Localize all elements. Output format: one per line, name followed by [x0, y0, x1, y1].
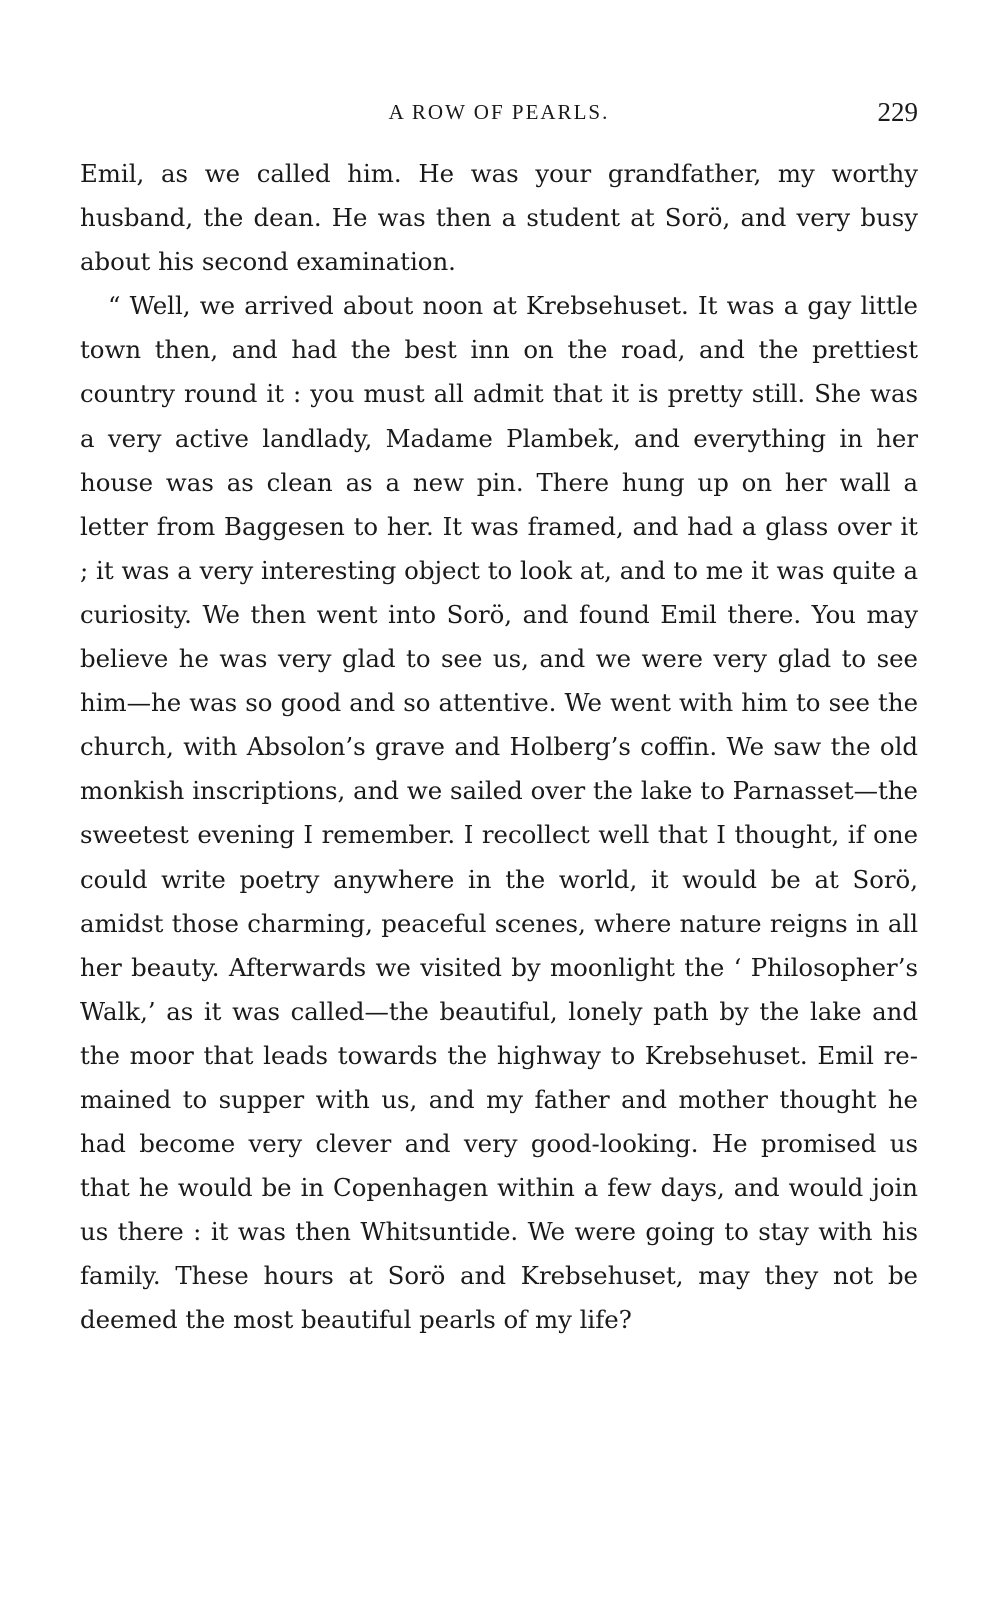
paragraph-continuation: Emil, as we called him. He was your grandfather, my worthy husband, the dean. He was then a student at Sorö, and very busy about his second examination.	[80, 159, 918, 277]
running-header	[80, 96, 918, 128]
body-text	[80, 152, 918, 1343]
running-title: A ROW OF PEARLS.	[388, 100, 610, 124]
paragraph-krebsehuset: “ Well, we arrived about noon at Krebsehuset. It was a gay little town then, and had the best inn on the road, and the prettiest country round it : you must all admit that it is pretty still. She was a very active landlady, Madame Plambek, and everything in her house was as clean as a new pin. There hung up on her wall a letter from Baggesen to her. It was framed, and had a glass over it ; it was a very interesting object to look at, and to me it was quite a curiosity. We then went into Sorö, and found Emil there. You may believe he was very glad to see us, and we were very glad to see him—he was so good and so attentive. We went with him to see the church, with Absolon’s grave and Holberg’s coffin. We saw the old monkish inscriptions, and we sailed over the lake to Parnasset—the sweetest evening I remember. I recollect well that I thought, if one could write poetry anywhere in the world, it would be at Sorö, amidst those charming, peaceful scenes, where nature reigns in all her beauty. Afterwards we visited by moonlight the ‘ Philosopher’s Walk,’ as it was called—the beautiful, lonely path by the lake and the moor that leads towards the highway to Krebsehuset. Emil remained to supper with us, and my father and mother thought he had become very clever and very good-looking. He promised us that he would be in Copenhagen within a few days, and would join us there : it was then Whitsuntide. We were going to stay with his family. These hours at Sorö and Krebsehuset, may they not be deemed the most beautiful pearls of my life?	[80, 291, 918, 1335]
page-number: 229	[877, 97, 918, 127]
